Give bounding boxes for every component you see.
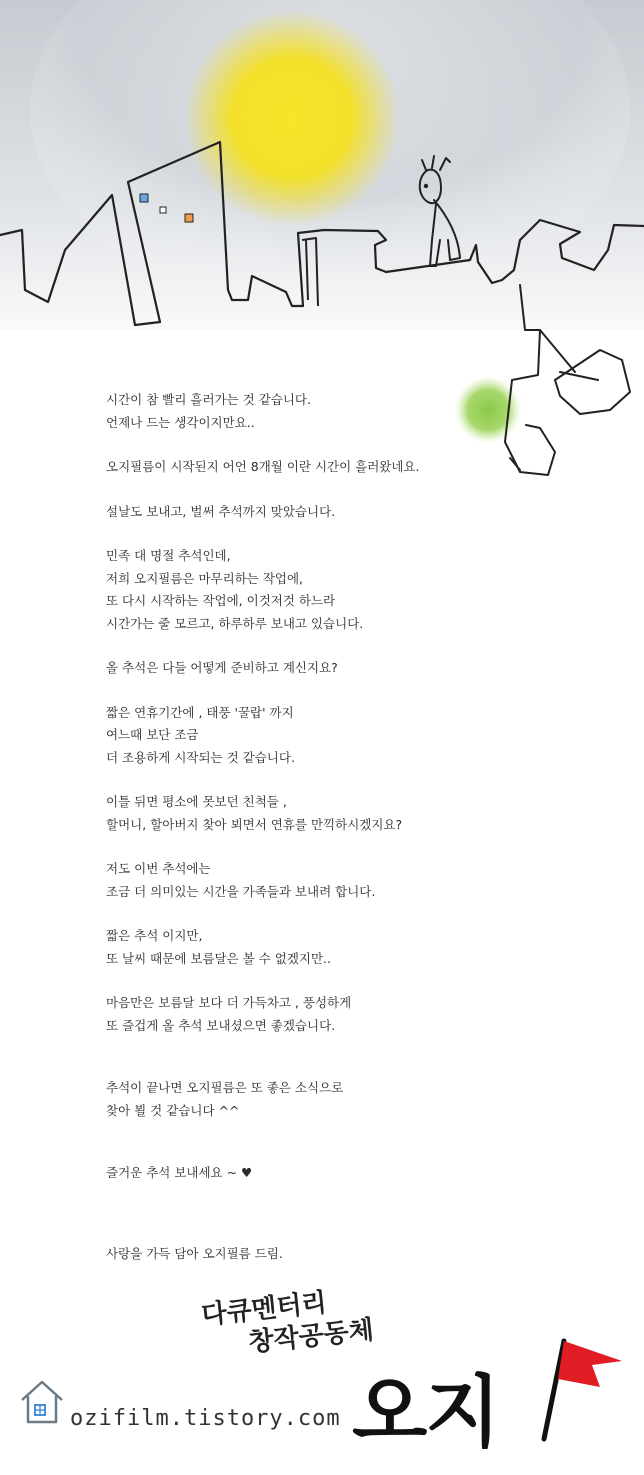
tagline-line: 다큐멘터리 [200, 1287, 329, 1331]
letter-line: 저도 이번 추석에는 [106, 861, 211, 876]
window-small [160, 207, 166, 213]
letter-line: 즐거운 추석 보내세요 ~ ♥ [106, 1165, 253, 1180]
window-blue [140, 194, 148, 202]
letter-body [106, 389, 526, 1265]
letter-line: 시간이 참 빨리 흘러가는 것 같습니다. [106, 392, 311, 407]
letter-line: 이틀 뒤면 평소에 못보던 친척들 , [106, 794, 287, 809]
letter-line: 또 즐겁게 올 추석 보내셨으면 좋겠습니다. [106, 1017, 336, 1033]
letter-line: 올 추석은 다들 어떻게 준비하고 계신지요? [106, 660, 338, 675]
brand-logo: 오지 [352, 1368, 499, 1458]
letter-line: 추석이 끝나면 오지필름은 또 좋은 소식으로 [106, 1080, 344, 1095]
letter-signature: 사랑을 가득 담아 오지필름 드림. [106, 1245, 283, 1261]
paragraph [106, 925, 526, 970]
letter-line: 민족 대 명절 추석인데, [106, 548, 231, 563]
letter-line: 찾아 뵐 것 같습니다 ^^ [106, 1102, 240, 1118]
letter-line: 마음만은 보름달 보다 더 가득차고 , 풍성하게 [106, 995, 352, 1010]
flag-icon [530, 1335, 630, 1445]
home-icon[interactable] [18, 1378, 66, 1426]
letter-line: 또 날씨 때문에 보름달은 볼 수 없겠지만.. [106, 950, 331, 966]
letter-line: 할머니, 할아버지 찾아 뵈면서 연휴를 만끽하시겠지요? [106, 816, 403, 832]
letter-line: 짧은 추석 이지만, [106, 928, 203, 943]
letter-line: 오지필름이 시작된지 어언 8개월 이란 시간이 흘러왔네요. [106, 459, 420, 474]
paragraph [106, 501, 526, 524]
paragraph [106, 545, 526, 635]
paragraph [106, 456, 526, 479]
window-orange [185, 214, 193, 222]
paragraph [106, 858, 526, 903]
letter-line: 더 조용하게 시작되는 것 같습니다. [106, 749, 295, 765]
letter-line: 여느때 보단 조금 [106, 727, 199, 742]
paragraph [106, 1243, 526, 1266]
paragraph [106, 1162, 526, 1185]
paragraph [106, 702, 526, 770]
letter-line: 언제나 드는 생각이지만요.. [106, 414, 255, 430]
sun-icon [184, 10, 400, 226]
paragraph [106, 657, 526, 680]
letter-line: 짧은 연휴기간에 , 태풍 '꿀랍' 까지 [106, 704, 294, 720]
paragraph [106, 389, 526, 434]
blog-url-link[interactable]: ozifilm.tistory.com [70, 1406, 341, 1431]
letter-line: 또 다시 시작하는 작업에, 이것저것 하느라 [106, 593, 336, 608]
letter-line: 설날도 보내고, 벌써 추석까지 맞았습니다. [106, 503, 336, 519]
tagline-line: 창작공동체 [247, 1315, 376, 1359]
letter-line: 조금 더 의미있는 시간을 가족들과 보내려 합니다. [106, 883, 376, 899]
paragraph [106, 992, 526, 1037]
paragraph [106, 791, 526, 836]
letter-line: 저희 오지필름은 마무리하는 작업에, [106, 570, 304, 586]
tagline [200, 1281, 386, 1363]
paragraph [106, 1077, 526, 1122]
letter-line: 시간가는 줄 모르고, 하루하루 보내고 있습니다. [106, 615, 364, 631]
